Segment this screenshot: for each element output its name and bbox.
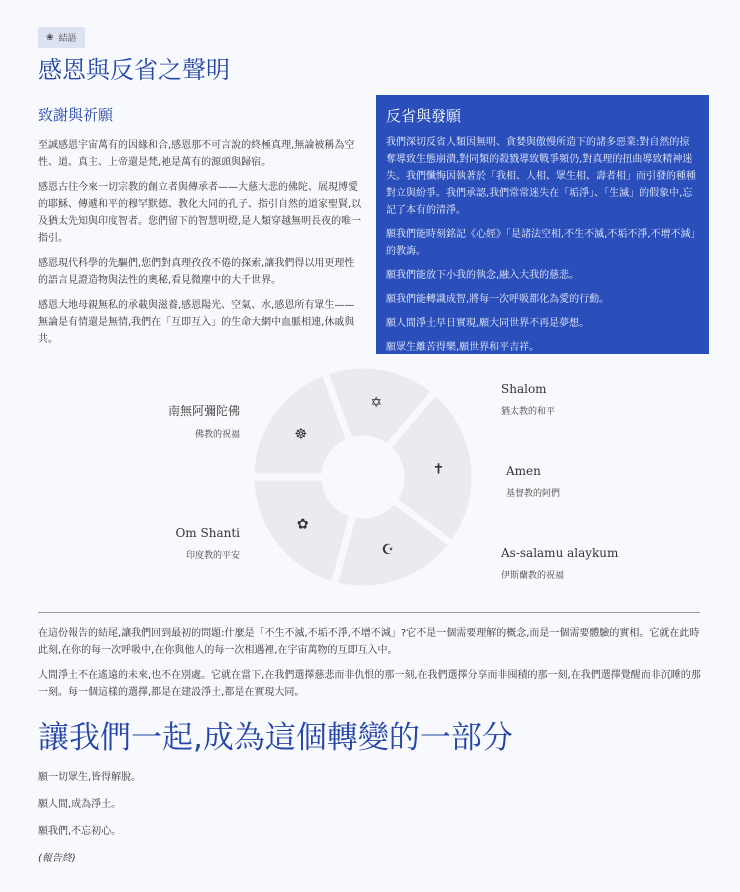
blessing-label-buddhism: 南無阿彌陀佛 佛教的祝福: [167, 404, 240, 440]
paragraph: 感恩古往今來一切宗教的創立者與傳承者——大慈大悲的佛陀、展現博愛的耶穌、傳遞和平的穆罕默德、教化大同的孔子、指引自然的道家聖賢,以及猶太先知與印度智者。您們留下的智慧明燈,是人類穿越無明長夜的唯一指引。: [38, 182, 362, 244]
gratitude-heading: 致謝與祈願: [38, 106, 114, 124]
flower-icon: ❀: [46, 32, 54, 43]
closing-headline: 讓我們一起,成為這個轉變的一部分: [38, 720, 513, 756]
star-of-david-icon: ✡: [370, 395, 383, 412]
paragraph: 願人間淨土早日實現,願大同世界不再是夢想。: [386, 318, 590, 329]
person-praying-icon: ☪: [381, 541, 395, 558]
blessing-label-hinduism: Om Shanti 印度教的平安: [175, 526, 240, 561]
blessing-label-christianity: Amen 基督教的阿們: [506, 464, 561, 499]
lotus-flower-icon: ✿: [296, 516, 309, 533]
closing-line: 願我們,不忘初心。: [38, 826, 122, 837]
closing-line: (報告終): [38, 853, 76, 864]
paragraph: 願眾生離苦得樂,願世界和平吉祥。: [386, 342, 540, 353]
paragraph: 感恩現代科學的先驅們,您們對真理孜孜不倦的探索,讓我們得以用更理性的語言見證造物與法性的奧秘,看見微塵中的大千世界。: [38, 258, 355, 286]
page-title: 感恩與反省之聲明: [38, 56, 230, 84]
paragraph: 感恩大地母親無私的承載與滋養,感恩陽光、空氣、水,感恩所有眾生——無論是有情還是無情,我們在「互即互入」的生命大網中血脈相連,休戚與共。: [38, 300, 355, 345]
meditating-buddha-icon: ☸: [294, 426, 308, 443]
closing-lines: [38, 769, 141, 877]
closing-line: 願一切眾生,皆得解脫。: [38, 772, 142, 783]
blessing-label-islam: As-salamu alaykum 伊斯蘭教的祝福: [501, 546, 619, 581]
divider: [38, 612, 700, 613]
cross-icon: ✝: [432, 461, 445, 478]
closing-line: 願人間,成為淨土。: [38, 799, 122, 810]
paragraph: 至誠感恩宇宙萬有的因緣和合,感恩那不可言說的終極真理,無論被稱為空性、道、真主、上帝還是梵,祂是萬有的源頭與歸宿。: [38, 140, 355, 168]
paragraph: 願我們能時刻銘記《心經》「是諸法空相,不生不滅,不垢不淨,不增不減」的教誨。: [386, 229, 696, 257]
blessing-label-judaism: Shalom 猶太教的和平: [501, 382, 556, 417]
paragraph: 人間淨土不在遙遠的未來,也不在別處。它就在當下,在我們選擇慈悲而非仇恨的那一刻,在我們選擇分享而非囤積的那一刻,在我們選擇覺醒而非沉睡的那一刻。每一個這樣的選擇,都是在建設淨土,都是在實現大同。: [38, 670, 701, 698]
paragraph: 在這份報告的結尾,讓我們回到最初的問題:什麼是「不生不滅,不垢不淨,不增不減」?它不是一個需要理解的概念,而是一個需要體驗的實相。它就在此時此刻,在你的每一次呼吸中,在你與他人的每一次相遇裡,在宇宙萬物的互即互入中。: [38, 628, 700, 656]
reflection-heading: 反省與發願: [386, 107, 462, 125]
paragraph: 願我們能轉識成智,將每一次呼吸都化為愛的行動。: [386, 294, 610, 305]
paragraph: 願我們能放下小我的執念,融入大我的慈悲。: [386, 270, 580, 281]
paragraph: 我們深切反省人類因無明、貪婪與傲慢所造下的諸多惡業:對自然的掠奪導致生態崩潰,對同類的殺戮導致戰爭頻仍,對真理的扭曲導致精神迷失。我們懺悔因執著於「我相、人相、眾生相、壽者相」而引發的種種對立與紛爭。我們承認,我們常常迷失在「垢淨」、「生滅」的假象中,忘記了本有的清淨。: [386, 137, 696, 216]
section-badge: ❀ 結語: [38, 27, 85, 48]
conclusion-section: [38, 625, 703, 709]
